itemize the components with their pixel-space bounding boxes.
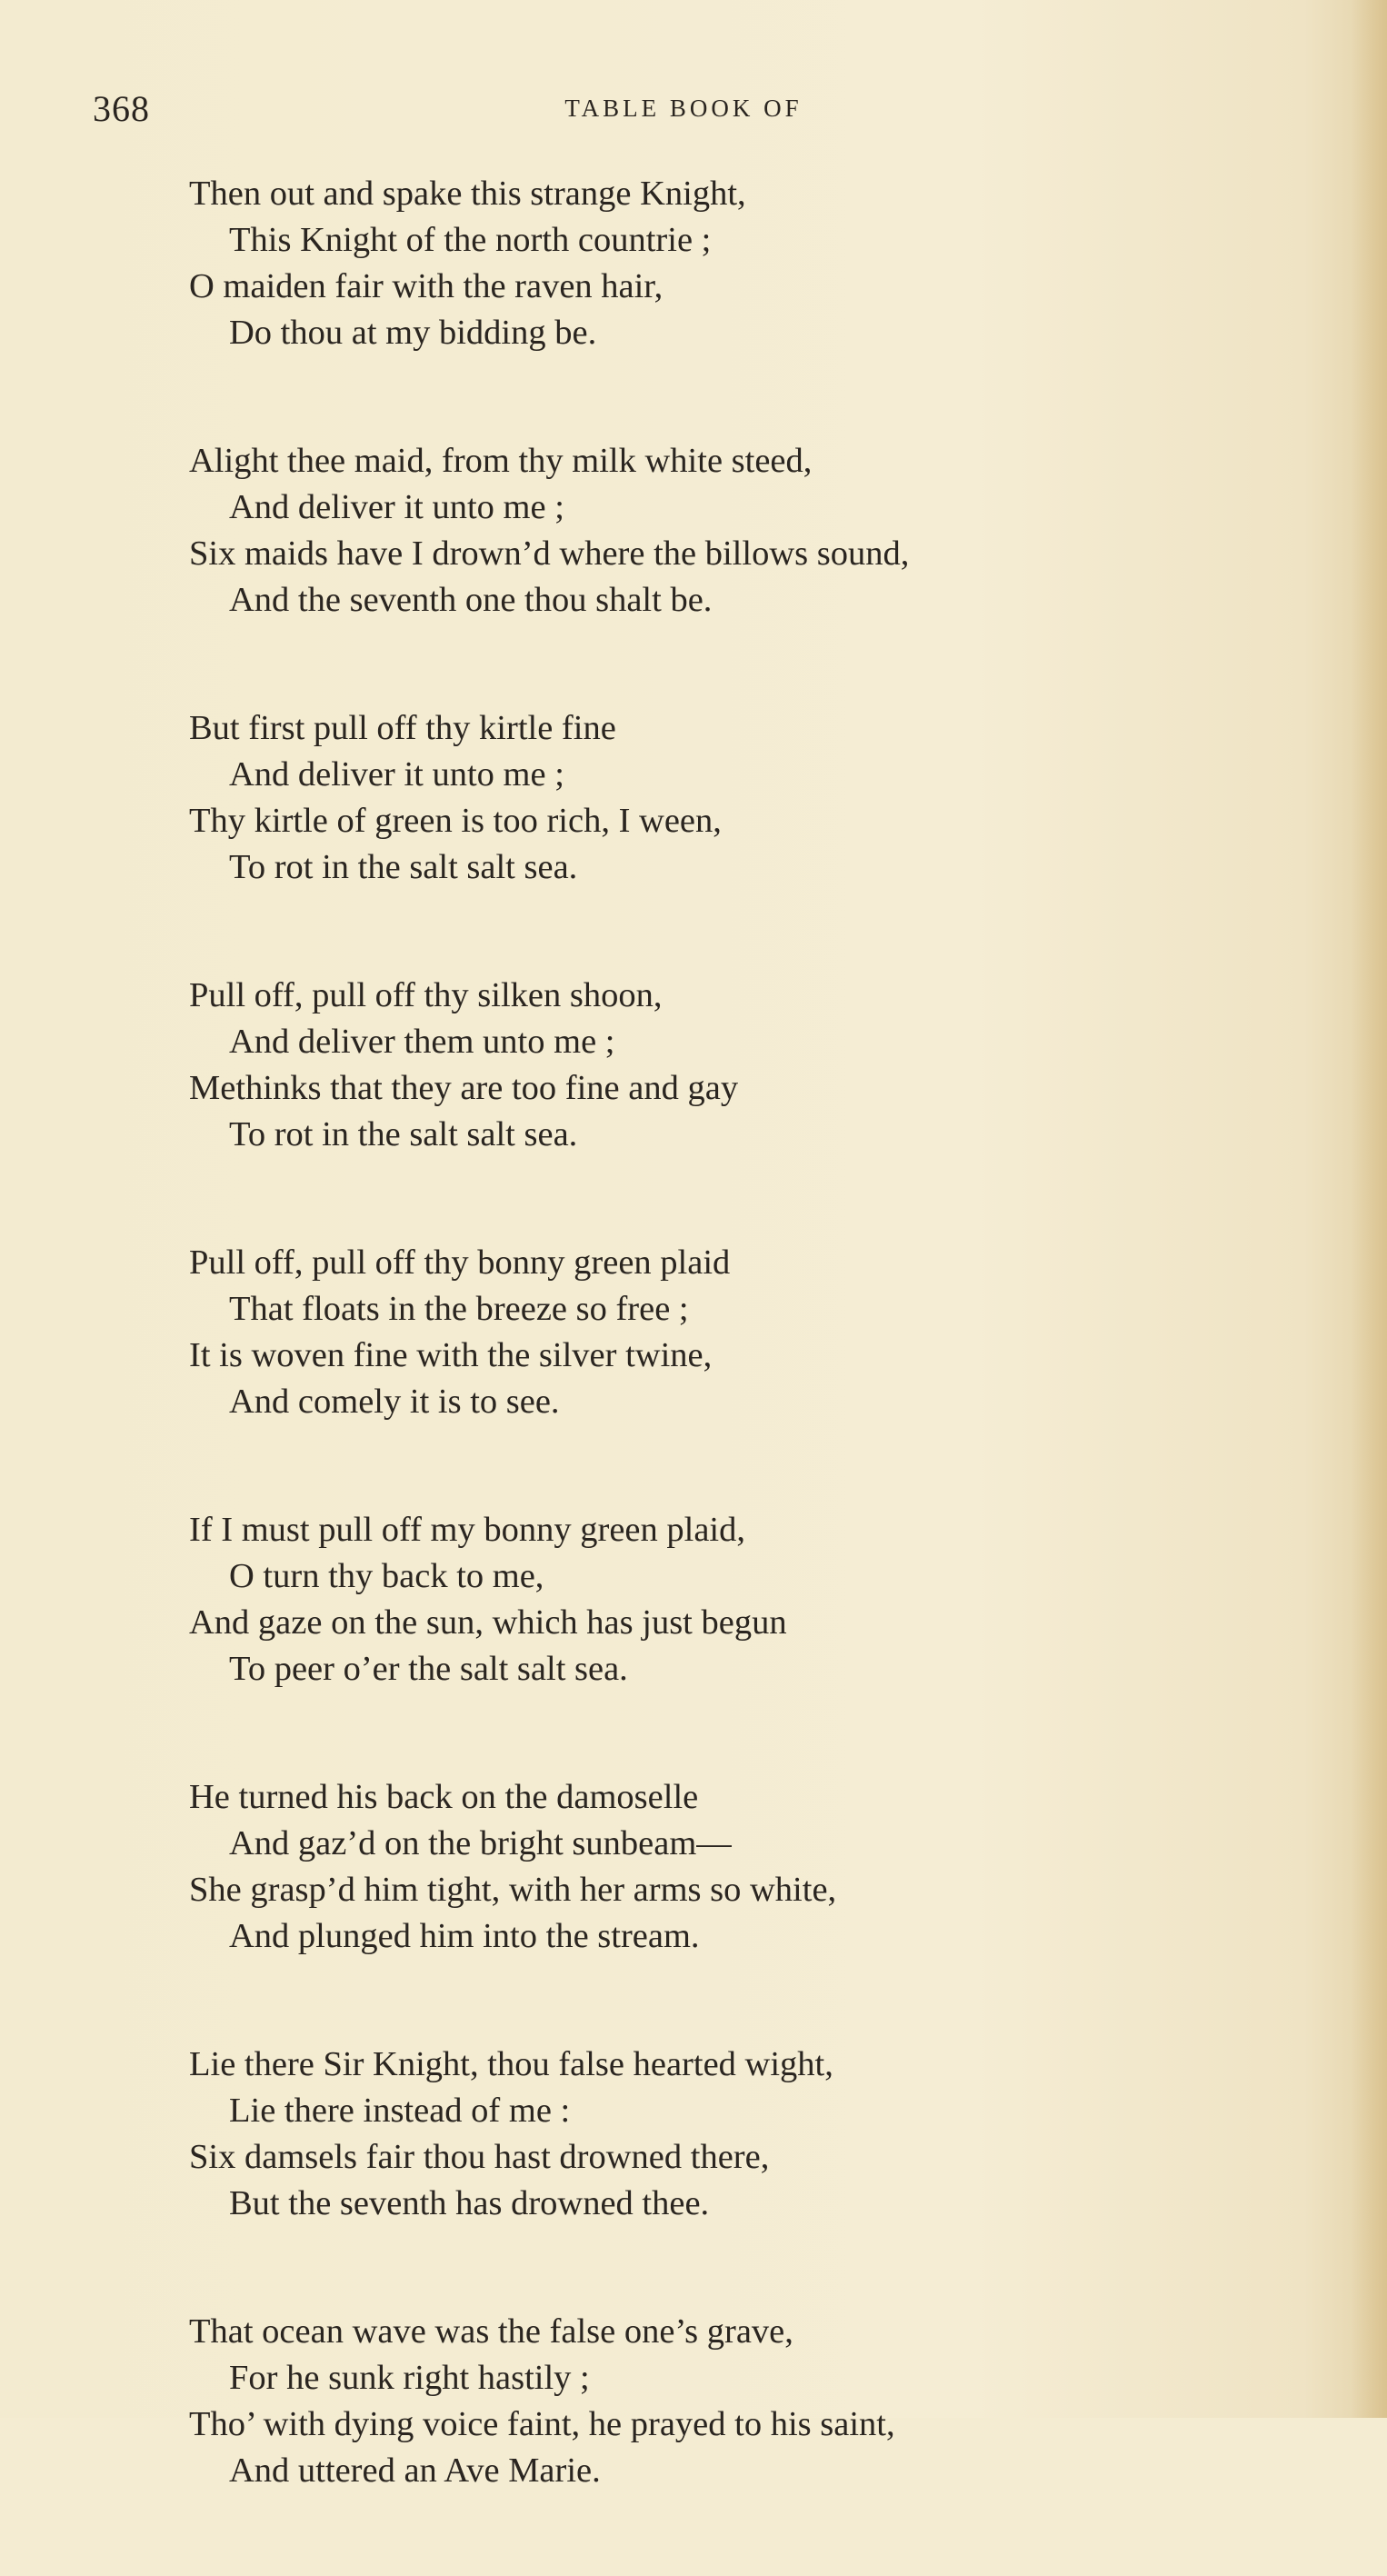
- verse-line: Pull off, pull off thy silken shoon,: [189, 976, 663, 1014]
- page-number: 368: [93, 88, 150, 129]
- verse-line: If I must pull off my bonny green plaid,: [189, 1511, 745, 1549]
- verse-line: O turn thy back to me,: [229, 1557, 544, 1595]
- verse-line: And deliver it unto me ;: [229, 488, 564, 526]
- verse-line: To peer o’er the salt salt sea.: [229, 1650, 628, 1688]
- stanza: [189, 2309, 1325, 2494]
- stanza: [189, 1507, 1325, 1692]
- verse-line: And deliver them unto me ;: [229, 1023, 615, 1061]
- verse-line: O maiden fair with the raven hair,: [189, 267, 664, 305]
- verse-line: But the seventh has drowned thee.: [229, 2184, 710, 2222]
- verse-line: Lie there Sir Knight, thou false hearted wight,: [189, 2045, 833, 2083]
- stanza: [189, 705, 1325, 891]
- verse-line: And deliver it unto me ;: [229, 755, 564, 794]
- verse-line: And uttered an Ave Marie.: [229, 2451, 601, 2490]
- verse-line: Alight thee maid, from thy milk white steed,: [189, 442, 813, 480]
- verse-line: Lie there instead of me :: [229, 2092, 571, 2130]
- verse-line: Do thou at my bidding be.: [229, 314, 597, 352]
- verse-line: And plunged him into the stream.: [229, 1917, 700, 1955]
- verse-line: Then out and spake this strange Knight,: [189, 175, 746, 213]
- stanza: [189, 171, 1325, 356]
- stanza: [189, 1240, 1325, 1425]
- verse-line: Six maids have I drown’d where the billows sound,: [189, 534, 910, 573]
- verse-line: That ocean wave was the false one’s grave,: [189, 2312, 793, 2351]
- verse-line: And gaz’d on the bright sunbeam—: [229, 1824, 732, 1862]
- verse-line: For he sunk right hastily ;: [229, 2359, 590, 2397]
- verse-line: To rot in the salt salt sea.: [229, 848, 578, 886]
- verse-line: Pull off, pull off thy bonny green plaid: [189, 1243, 731, 1282]
- verse-line: Thy kirtle of green is too rich, I ween,: [189, 802, 722, 840]
- verse-line: And the seventh one thou shalt be.: [229, 581, 713, 619]
- stanza: [189, 973, 1325, 1158]
- page-edge-shadow: [1351, 0, 1387, 2418]
- poem: [189, 171, 1325, 2576]
- verse-line: To rot in the salt salt sea.: [229, 1115, 578, 1153]
- verse-line: Tho’ with dying voice faint, he prayed to his saint,: [189, 2405, 895, 2443]
- verse-line: Methinks that they are too fine and gay: [189, 1069, 739, 1107]
- stanza: [189, 1774, 1325, 1960]
- stanza: [189, 438, 1325, 624]
- running-head: TABLE BOOK OF: [564, 95, 803, 122]
- verse-line: It is woven fine with the silver twine,: [189, 1336, 713, 1374]
- verse-line: But first pull off thy kirtle fine: [189, 709, 616, 747]
- verse-line: Six damsels fair thou hast drowned there,: [189, 2138, 770, 2176]
- verse-line: And gaze on the sun, which has just begun: [189, 1603, 787, 1642]
- verse-line: This Knight of the north countrie ;: [229, 221, 712, 259]
- verse-line: That floats in the breeze so free ;: [229, 1290, 689, 1328]
- verse-line: And comely it is to see.: [229, 1383, 560, 1421]
- stanza: [189, 2042, 1325, 2227]
- page-header: [93, 87, 1274, 133]
- verse-line: He turned his back on the damoselle: [189, 1778, 699, 1816]
- verse-line: She grasp’d him tight, with her arms so white,: [189, 1871, 837, 1909]
